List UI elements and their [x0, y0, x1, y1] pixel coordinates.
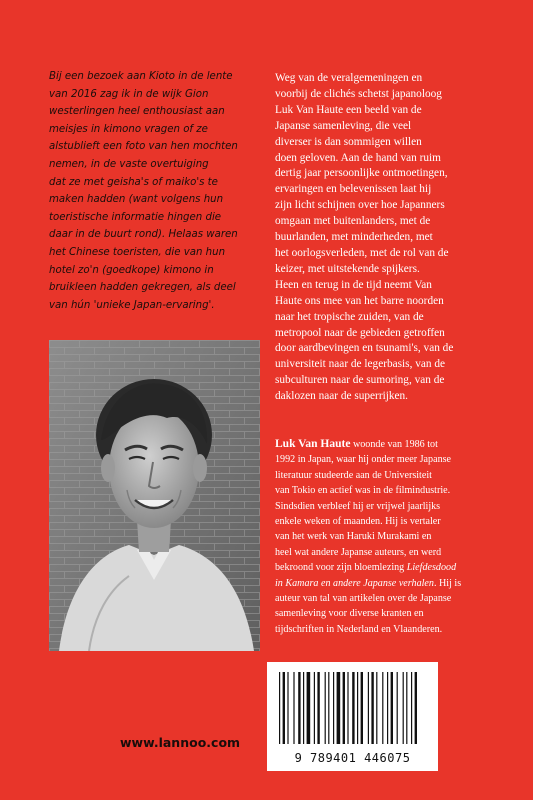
book-blurb — [275, 71, 515, 405]
blurb-line: dertig jaar persoonlijke ontmoetingen, — [275, 167, 448, 180]
quote-line: daar in de buurt rond). Helaas waren — [49, 229, 238, 241]
barcode-bar — [283, 672, 285, 744]
blurb-line: Japanse samenleving, die veel — [275, 119, 412, 132]
blurb-line: diverser is dan sommigen willen — [275, 135, 422, 148]
bio-line: heel wat andere Japanse auteurs, en werd — [275, 546, 442, 558]
bio-line: auteur van tal van artikelen over de Japanse — [275, 593, 452, 605]
barcode-bar — [298, 672, 300, 744]
quote-line: toeristische informatie hingen die — [49, 211, 222, 223]
blurb-line: subculturen naar de sumoring, van de — [275, 374, 445, 387]
quote-line: hotel zo'n (goedkope) kimono in — [49, 264, 214, 276]
isbn-number: 9 789401 446075 — [294, 751, 411, 765]
barcode-bar — [317, 672, 319, 744]
blurb-line: voorbij de clichés schetst japanoloog — [275, 87, 442, 100]
barcode-bar — [279, 672, 280, 744]
author-name: Luk Van Haute — [275, 438, 351, 450]
bio-line: literatuur studeerde aan de Universiteit — [275, 469, 432, 481]
barcode-bar — [368, 672, 369, 744]
barcode-bar — [406, 672, 407, 744]
blurb-line: ervaringen en belevenissen laat hij — [275, 183, 432, 196]
barcode-bar — [303, 672, 304, 744]
bio-line: van Tokio en actief was in de filmindustrie. — [275, 485, 451, 497]
bio-line: samenleving voor diverse kranten en — [275, 608, 424, 620]
quote-line: meisjes in kimono vragen of ze — [49, 123, 208, 135]
blurb-line: Weg van de veralgemeningen en — [275, 72, 423, 84]
quote-line: alstublieft een foto van hen mochten — [49, 141, 238, 153]
bio-text: bekroond voor zijn bloemlezing — [275, 562, 405, 574]
blurb-line: Heen en terug in de tijd neemt Van — [275, 278, 432, 291]
intro-quote — [49, 68, 264, 314]
bio-line: Sindsdien verbleef hij er vrijwel jaarlijks — [275, 500, 441, 512]
barcode-bar — [382, 672, 383, 744]
barcode-bar — [293, 672, 294, 744]
blurb-line: metropool naar de gebieden getroffen — [275, 326, 445, 339]
quote-line: nemen, in de vaste overtuiging — [49, 158, 209, 170]
barcode-bar — [415, 672, 417, 744]
bio-line: tijdschriften in Nederland en Vlaanderen. — [275, 623, 443, 635]
barcode-bar — [328, 672, 329, 744]
publisher-website: www.lannoo.com — [120, 735, 241, 750]
bio-line: 1992 in Japan, waar hij onder meer Japanse — [275, 454, 452, 466]
blurb-line: buurlanden, met minderheden, met — [275, 231, 433, 244]
anthology-title: Liefdesdood — [406, 562, 457, 574]
barcode-bar — [387, 672, 388, 744]
barcode-bar — [391, 672, 393, 744]
barcode-bar — [314, 672, 315, 744]
blurb-line: zijn licht schijnen over hoe Japanners — [275, 199, 445, 212]
quote-line: bruikleen hadden gekregen, als deel — [49, 282, 236, 294]
bio-line: van het werk van Haruki Murakami en — [275, 531, 432, 543]
quote-line: van 2016 zag ik in de wijk Gion — [49, 88, 209, 100]
isbn-barcode — [267, 662, 438, 771]
barcode-bar — [397, 672, 398, 744]
author-photo — [49, 340, 260, 651]
blurb-line: naar het tropische zuiden, van de — [275, 310, 424, 323]
barcode-bar — [325, 672, 326, 744]
blurb-line: doen geloven. Aan de hand van ruim — [275, 151, 441, 164]
bio-line: enkele weken of maanden. Hij is vertaler — [275, 516, 441, 528]
author-bio — [275, 437, 515, 637]
blurb-line: Haute ons mee van het barre noorden — [275, 294, 444, 307]
bio-text: woonde van 1986 tot — [350, 439, 438, 450]
barcode-bar — [287, 672, 288, 744]
barcode-bar — [403, 672, 404, 744]
blurb-line: Luk Van Haute een beeld van de — [275, 103, 422, 116]
barcode-bar — [352, 672, 354, 744]
blurb-line: universiteit naar de legerbasis, van de — [275, 358, 446, 371]
quote-line: van hún 'unieke Japan-ervaring'. — [49, 299, 215, 311]
barcode-bar — [347, 672, 348, 744]
barcode-bar — [371, 672, 373, 744]
barcode-bar — [411, 672, 412, 744]
blurb-line: keizer, met uitstekende spijkers. — [275, 262, 420, 275]
barcode-bar — [376, 672, 377, 744]
blurb-line: omgaan met buitenlanders, met de — [275, 215, 431, 228]
barcode-bar — [333, 672, 334, 744]
barcode-bar — [361, 672, 363, 744]
blurb-line: het oorlogsverleden, met de rol van de — [275, 246, 449, 259]
barcode-bar — [337, 672, 341, 744]
quote-line: Bij een bezoek aan Kioto in de lente — [49, 71, 233, 82]
barcode-bars — [267, 662, 438, 750]
blurb-line: door aardbevingen en tsunami's, van de — [275, 342, 454, 355]
quote-line: het Chinese toeristen, die van hun — [49, 246, 226, 258]
anthology-title: in Kamara en andere Japanse verhalen — [275, 577, 434, 589]
barcode-bar — [357, 672, 358, 744]
barcode-bar — [307, 672, 311, 744]
blurb-line: daklozen naar de superrijken. — [275, 390, 408, 403]
quote-line: westerlingen heel enthousiast aan — [49, 106, 225, 118]
author-portrait-image — [49, 340, 260, 651]
bio-text: . Hij is — [433, 577, 462, 589]
barcode-bar — [343, 672, 345, 744]
quote-line: dat ze met geisha's of maiko's te — [49, 176, 218, 188]
quote-line: maken hadden (want volgens hun — [49, 194, 224, 206]
